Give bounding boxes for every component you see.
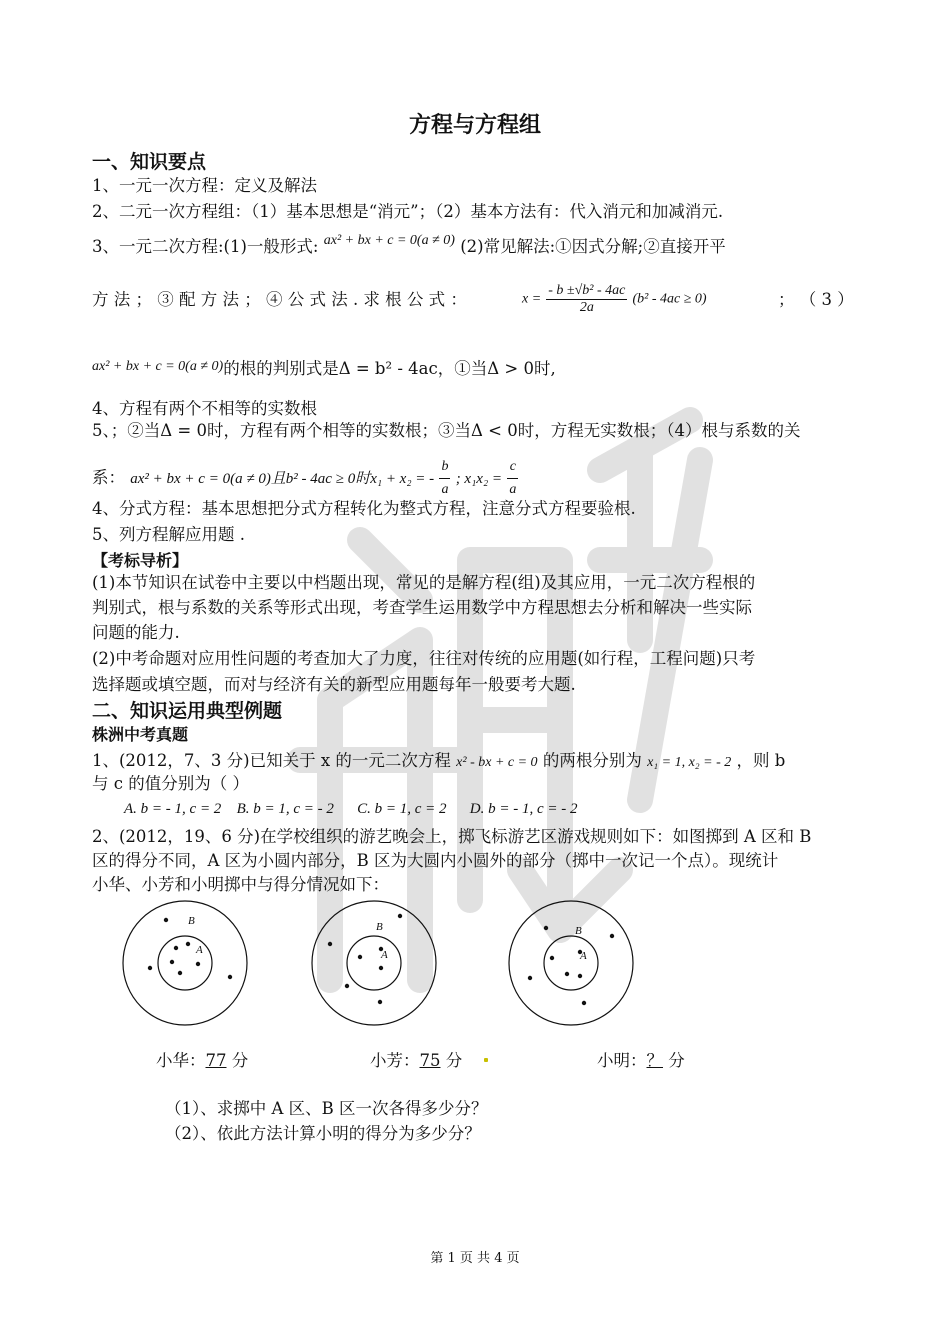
score-xiaofang-name: 小芳： <box>370 1051 420 1070</box>
dart-point <box>328 942 332 946</box>
root-formula-fraction <box>546 283 627 316</box>
dart-point <box>345 984 349 988</box>
analysis-p2-line1: (2)中考命题对应用性问题的考查加大了力度，往往对传统的应用题(如行程，工程问题)只考 <box>92 649 756 668</box>
dart-point <box>550 956 554 960</box>
dart-point <box>196 962 200 966</box>
score-xiaofang-value: 75 <box>419 1051 441 1070</box>
target-xiaoming <box>509 901 633 1025</box>
item-3-text-c: 方 法 ； ③ 配 方 法 ； ④ 公 式 法 . 求 根 公 式 ： <box>92 290 467 309</box>
target-xiaoming-label-a: A <box>580 950 587 962</box>
analysis-p1-line1: (1)本节知识在试卷中主要以中档题出现，常见的是解方程(组)及其应用，一元二次方程根的 <box>92 573 756 592</box>
vieta-fraction-b-den: a <box>441 482 449 497</box>
item-5-prefix: 系： <box>92 468 125 487</box>
target-xiaohua-label-b: B <box>188 915 195 927</box>
target-xiaohua-label-a: A <box>196 944 203 956</box>
discriminant-equation: ax² + bx + c = 0(a ≠ 0) <box>92 359 224 374</box>
vieta-fraction-b-num: b <box>439 456 450 479</box>
score-xiaoming-unit: 分 <box>663 1051 685 1070</box>
analysis-p2-line2: 选择题或填空题，而对与经济有关的新型应用题每年一般要考大题. <box>92 675 576 694</box>
vieta-fraction-c <box>507 456 518 501</box>
option-a: A. b = - 1, c = 2 <box>124 801 222 817</box>
dart-point <box>148 966 152 970</box>
analysis-p1-line2: 判别式，根与系数的关系等形式出现，考查学生运用数学中方程思想去分析和解决一些实际 <box>92 598 752 617</box>
score-xiaofang-unit: 分 <box>440 1051 463 1070</box>
dart-point <box>174 946 178 950</box>
dart-point <box>398 914 402 918</box>
question-2-line3: 小华、小芳和小明掷中与得分情况如下： <box>92 875 389 894</box>
item-5-line2 <box>92 456 518 501</box>
sub-question-2: （2）、依此方法计算小明的得分为多少分？ <box>165 1124 481 1143</box>
analysis-p1-line3: 问题的能力. <box>92 623 180 642</box>
item-3-text-b: (2)常见解法:①因式分解;②直接开平 <box>460 237 726 256</box>
dart-point <box>544 926 548 930</box>
item-4: 4、方程有两个不相等的实数根 <box>92 399 317 418</box>
dart-point <box>170 960 174 964</box>
analysis-heading: 【考标导析】 <box>92 551 189 570</box>
item-7: 5、列方程解应用题 . <box>92 525 245 544</box>
question-1-line2: 与 c 的值分别为（ ） <box>92 774 249 793</box>
stray-dot <box>484 1058 488 1062</box>
question-1-line1 <box>92 750 785 774</box>
dart-point <box>186 942 190 946</box>
dart-point <box>178 971 182 975</box>
vieta-fraction-b <box>439 456 450 501</box>
item-1: 1、一元一次方程：定义及解法 <box>92 176 317 195</box>
score-xiaohua-unit: 分 <box>226 1051 249 1070</box>
general-form-formula: ax² + bx + c = 0(a ≠ 0) <box>323 233 455 248</box>
dart-point <box>582 1001 586 1005</box>
dart-point <box>378 1000 382 1004</box>
score-xiaohua-value: 77 <box>205 1051 227 1070</box>
root-formula-condition: (b² - 4ac ≥ 0) <box>632 291 707 307</box>
question-1-text-a: 1、(2012，7、3 分)已知关于 x 的一元二次方程 <box>92 751 451 770</box>
target-xiaohua-outer <box>123 901 247 1025</box>
question-2-line2: 区的得分不同，A 区为小圆内部分，B 区为大圆内小圆外的部分（掷中一次记一个点）。现统计 <box>92 851 779 870</box>
page-footer: 第 1 页 共 4 页 <box>430 1251 520 1266</box>
item-3-text-a: 3、一元二次方程:(1)一般形式: <box>92 237 319 256</box>
dart-point <box>164 918 168 922</box>
score-xiaohua <box>156 1047 248 1071</box>
vieta-fraction-c-num: c <box>507 456 518 479</box>
item-3-line2 <box>92 289 467 311</box>
dart-point <box>228 975 232 979</box>
item-6: 4、分式方程：基本思想把分式方程转化为整式方程，注意分式方程要验根. <box>92 499 636 518</box>
item-3-line1 <box>92 233 726 260</box>
option-b: B. b = 1, c = - 2 <box>236 801 334 817</box>
question-1-options <box>124 797 578 820</box>
target-xiaoming-label-b: B <box>575 925 582 937</box>
item-3-line3 <box>92 358 556 382</box>
item-5-line1: 5、；②当Δ = 0时，方程有两个相等的实数根；③当Δ < 0时，方程无实数根；（4）根与系数的关 <box>92 421 801 440</box>
dart-targets <box>0 900 950 1040</box>
question-1-roots: x₁ = 1, x₂ = - 2 <box>647 755 732 770</box>
dart-point <box>610 934 614 938</box>
page-title: 方程与方程组 <box>408 113 541 138</box>
root-formula-x: x = <box>522 291 542 307</box>
question-1-text-b: 的两根分别为 <box>542 751 642 770</box>
score-xiaoming-value: ？ <box>646 1051 663 1070</box>
score-xiaoming <box>597 1047 685 1071</box>
section2-heading: 二、知识运用典型例题 <box>92 700 283 722</box>
target-xiaoming-inner <box>544 936 598 990</box>
target-xiaofang-label-a: A <box>381 949 388 961</box>
section2-subheading: 株洲中考真题 <box>92 725 189 744</box>
dart-point <box>528 976 532 980</box>
root-formula-numerator: - b ±√b² - 4ac <box>548 283 626 298</box>
option-c: C. b = 1, c = 2 <box>357 801 447 817</box>
target-xiaoming-outer <box>509 901 633 1025</box>
target-xiaohua <box>123 901 247 1025</box>
target-xiaohua-inner <box>158 936 212 990</box>
sub-question-1: （1）、求掷中 A 区、B 区一次各得多少分？ <box>165 1099 488 1118</box>
target-xiaofang-inner <box>347 936 401 990</box>
section1-heading: 一、知识要点 <box>92 151 207 173</box>
question-1-equation: x² - bx + c = 0 <box>456 755 538 770</box>
dart-point <box>578 974 582 978</box>
score-xiaoming-name: 小明： <box>597 1051 647 1070</box>
question-2-line1: 2、(2012，19、6 分)在学校组织的游艺晚会上，掷飞标游艺区游戏规则如下：如图掷到 A 区和 B <box>92 827 812 846</box>
item-3-line2-end: ； （ 3 ） <box>778 290 854 309</box>
score-xiaofang <box>370 1047 462 1071</box>
root-formula-denominator: 2a <box>579 300 594 315</box>
question-1-text-c: ，则 b <box>736 751 786 770</box>
target-xiaofang <box>312 901 436 1025</box>
dart-point <box>358 955 362 959</box>
vieta-product: ; x₁x₂ = <box>455 471 503 487</box>
dart-point <box>379 966 383 970</box>
target-xiaofang-outer <box>312 901 436 1025</box>
target-xiaofang-label-b: B <box>376 921 383 933</box>
score-xiaohua-name: 小华： <box>156 1051 206 1070</box>
vieta-formula: ax² + bx + c = 0(a ≠ 0)且b² - 4ac ≥ 0时x₁ + x₂ = - <box>130 471 435 487</box>
root-formula <box>522 283 707 316</box>
item-2: 2、二元一次方程组：（1）基本思想是“消元”；（2）基本方法有：代入消元和加减消元. <box>92 202 724 221</box>
dart-point <box>565 972 569 976</box>
vieta-fraction-c-den: a <box>509 482 517 497</box>
discriminant-text: 的根的判别式是Δ = b² - 4ac，①当Δ > 0时, <box>223 359 556 378</box>
option-d: D. b = - 1, c = - 2 <box>469 801 578 817</box>
